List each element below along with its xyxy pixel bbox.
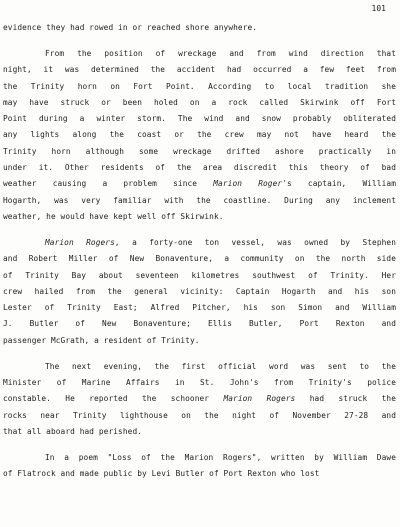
text-line — [3, 268, 396, 284]
italic-ship-name: Marion Rogers — [45, 237, 115, 247]
text-run: of Flatrock and made public by Levi Butler of Port Rexton who lost — [3, 469, 320, 479]
text-line — [3, 284, 396, 300]
text-run: , a forty-one ton vessel, was owned by Stephen — [114, 237, 397, 247]
text-run: may have struck or been holed on a rock called Skirwink off Fort — [3, 97, 396, 107]
text-run: Minister of Marine Affairs in St. John's from Trinity's police — [3, 378, 396, 387]
text-run: evidence they had rowed in or reached shore anywhere. — [3, 23, 258, 32]
body-text — [3, 20, 396, 482]
text-line — [3, 466, 396, 482]
text-line — [3, 62, 396, 78]
text-line — [3, 111, 396, 127]
text-run: under it. Other residents of the area discredit this theory of bad — [3, 163, 396, 173]
text-run: Lester of Trinity East; Alfred Pitcher, his son Simon and William — [3, 303, 396, 313]
text-line — [3, 20, 396, 36]
text-line — [3, 375, 396, 391]
text-line — [3, 46, 396, 62]
text-line — [3, 359, 396, 375]
page-number: 101 — [371, 4, 386, 13]
text-run: and Robert Miller of New Bonaventure, a community on the north side — [3, 254, 396, 264]
text-run: weather causing a problem since — [3, 179, 214, 189]
text-run: had struck the — [295, 394, 396, 404]
text-line — [3, 193, 396, 209]
text-run: rocks near Trinity lighthouse on the night of November 27-28 and — [3, 410, 396, 420]
text-line — [3, 333, 396, 349]
text-line — [3, 408, 396, 424]
text-line — [3, 424, 396, 440]
text-run: From the position of wreckage and from wind direction that — [45, 48, 396, 58]
text-line — [3, 144, 396, 160]
text-run: Point during a winter storm. The wind and snow probably obliterated — [3, 114, 396, 124]
text-line — [3, 235, 396, 251]
text-run: passenger McGrath, a resident of Trinity. — [3, 335, 200, 345]
italic-ship-name: Marion Rogers — [223, 394, 296, 404]
text-line — [3, 300, 396, 316]
text-run: crew hailed from the general vicinity: Captain Hogarth and his son — [3, 286, 396, 296]
text-run: Hogarth, was very familiar with the coastline. During any inclement — [3, 195, 396, 205]
text-run: any lights along the coast or the crew may not have heard the — [3, 130, 396, 140]
text-run: J. Butler of New Bonaventure; Ellis Butler, Port Rexton and — [3, 319, 396, 329]
text-run: The next evening, the first official word was sent to the — [45, 361, 396, 371]
text-run: the Trinity horn on Fort Point. According to local tradition she — [3, 81, 396, 91]
text-run: of Trinity Bay about seventeen kilometres southwest of Trinity. Her — [3, 270, 396, 280]
text-run: 's captain, William — [282, 179, 396, 189]
text-run: weather, he would have kept well off Skirwink. — [3, 211, 224, 221]
text-run: that all aboard had perished. — [3, 426, 143, 436]
text-run: constable. He reported the schooner — [3, 394, 224, 404]
text-line — [3, 176, 396, 192]
text-run: In a poem "Loss of the Marion Rogers", written by William Dawe — [45, 452, 396, 462]
text-line — [3, 450, 396, 466]
text-line — [3, 95, 396, 111]
text-line — [3, 316, 396, 332]
text-run: Trinity horn although some wreckage drifted ashore practically in — [3, 146, 396, 156]
text-line — [3, 79, 396, 95]
text-line — [3, 251, 396, 267]
text-line — [3, 127, 396, 143]
italic-ship-name: Marion Roger — [213, 179, 283, 189]
text-run: night, it was determined the accident had occurred a few feet from — [3, 65, 396, 75]
text-line — [3, 209, 396, 225]
text-line — [3, 160, 396, 176]
text-line — [3, 391, 396, 407]
